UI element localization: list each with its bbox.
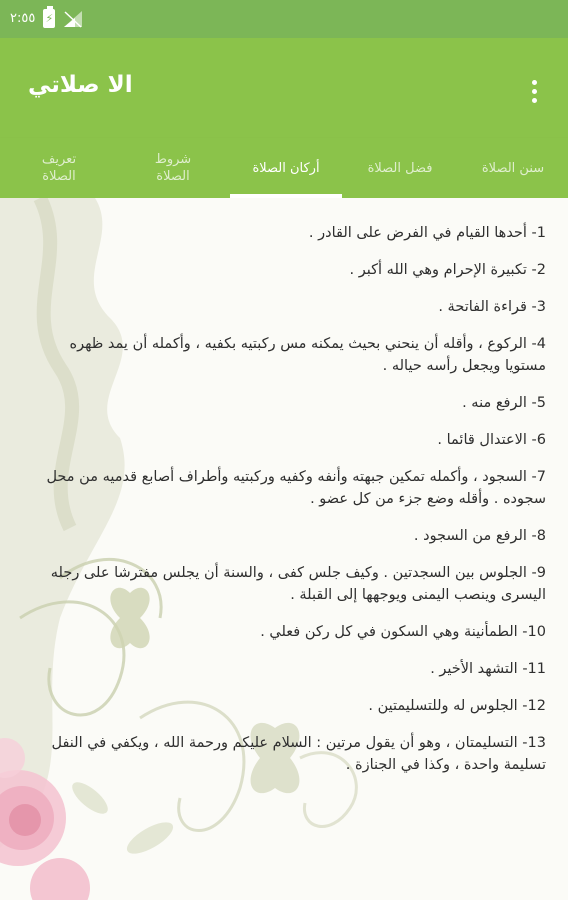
content-area[interactable]	[0, 198, 568, 900]
tab-bar	[0, 138, 568, 198]
signal-icon	[63, 10, 83, 28]
battery-charging-icon: ⚡	[43, 9, 55, 28]
list-item: 5- الرفع منه .	[462, 395, 546, 411]
list-item: 2- تكبيرة الإحرام وهي الله أكبر .	[349, 262, 546, 278]
status-time: ٢:٥٥	[10, 11, 36, 26]
app-bar	[0, 38, 568, 138]
list-item: 13- التسليمتان ، وهو أن يقول مرتين : السلام عليكم ورحمة الله ، ويكفي في النفل تسليمة واحدة ، وكذا في الجنازة .	[51, 735, 546, 773]
tab-fadl[interactable]: فضل الصلاة	[367, 160, 433, 176]
list-item: 10- الطمأنينة وهي السكون في كل ركن فعلي .	[260, 624, 546, 640]
status-icons	[10, 9, 83, 28]
list-item: 6- الاعتدال قائما .	[437, 432, 546, 448]
list-item: 1- أحدها القيام في الفرض على القادر .	[308, 225, 546, 241]
tab-shurut[interactable]: شروط الصلاة	[154, 152, 192, 184]
list-item: 8- الرفع من السجود .	[413, 528, 546, 544]
list-item: 9- الجلوس بين السجدتين . وكيف جلس كفى ، والسنة أن يجلس مفترشا على رجله اليسرى وينصب اليمنى ويوجهها إلى القبلة .	[50, 565, 546, 603]
more-vert-icon[interactable]	[520, 76, 548, 106]
tab-tarif[interactable]: تعريف الصلاة	[41, 152, 77, 184]
list-item: 4- الركوع ، وأقله أن ينحني بحيث يمكنه مس ركبتيه بكفيه ، وأكمله أن يمد ظهره مستويا ويجعل رأسه حياله .	[69, 336, 546, 374]
tab-sunan[interactable]: سنن الصلاة	[481, 160, 545, 176]
list-item: 7- السجود ، وأكمله تمكين جبهته وأنفه وكفيه وركبتيه وأطراف أصابع قدميه من محل سجوده . وأقله وضع جزء من كل عضو .	[46, 469, 546, 507]
list-item: 11- التشهد الأخير .	[430, 661, 546, 677]
app-title: الا صلاتي	[28, 72, 133, 98]
tab-arkan[interactable]: أركان الصلاة	[252, 160, 320, 176]
list-item: 12- الجلوس له وللتسليمتين .	[368, 698, 546, 714]
status-bar	[0, 0, 568, 38]
pillars-list	[26, 222, 546, 791]
list-item: 3- قراءة الفاتحة .	[438, 299, 546, 315]
